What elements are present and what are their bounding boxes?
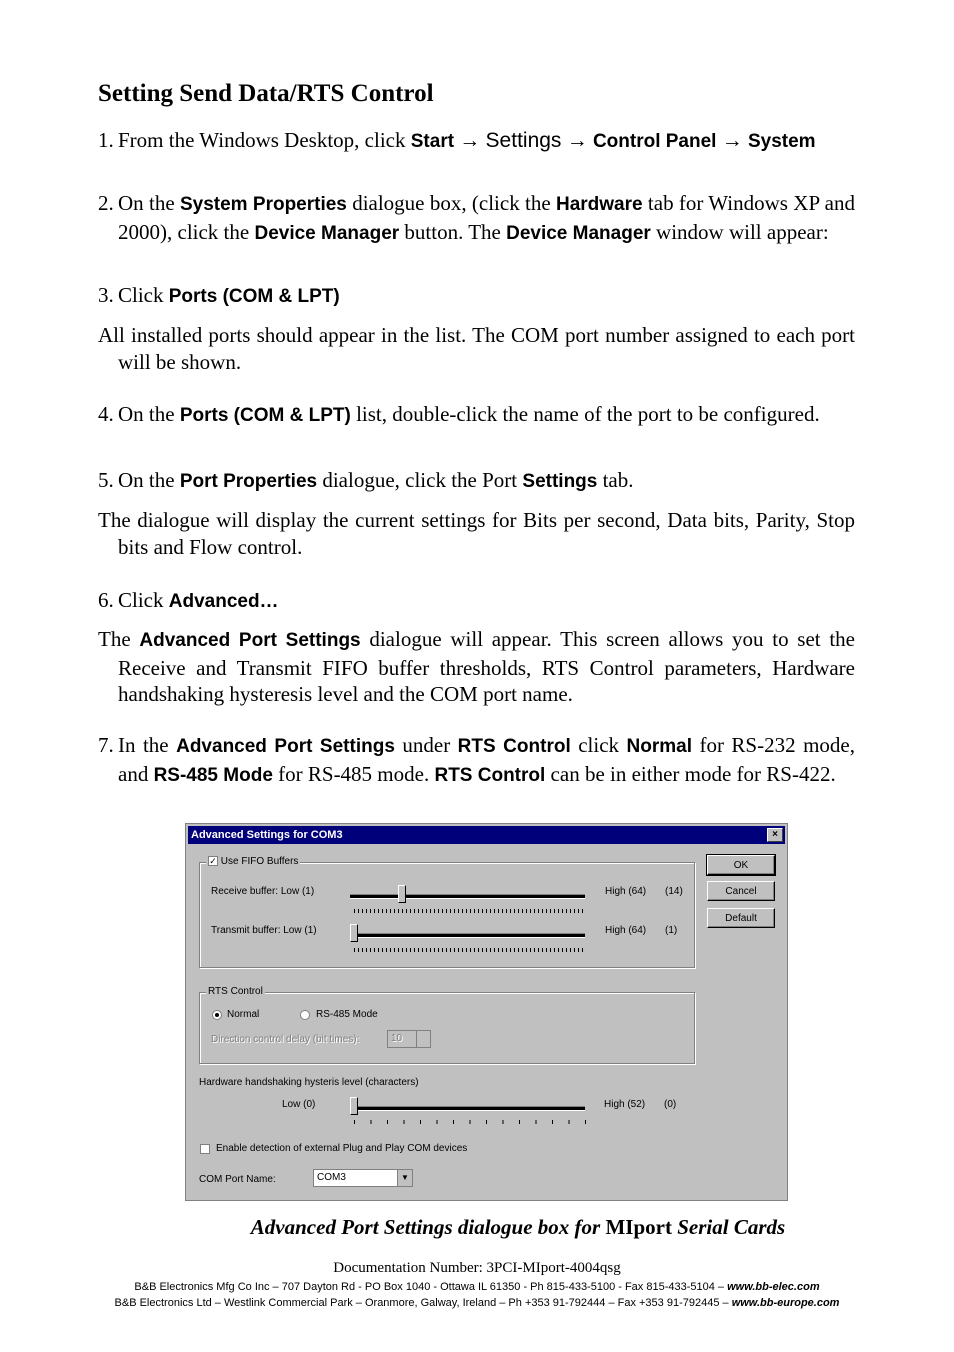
hysteresis-value: (0) <box>664 1099 677 1110</box>
footer-eu-url[interactable]: www.bb-europe.com <box>731 1297 840 1309</box>
dialog-title: Advanced Settings for COM3 <box>191 829 343 841</box>
receive-high-label: High (64) <box>605 886 647 897</box>
footer-us-url[interactable]: www.bb-elec.com <box>727 1281 820 1293</box>
footer-eu: B&B Electronics Ltd – Westlink Commercial Park – Oranmore, Galway, Ireland – Ph +353 91-792444 – Fax +353 91-792445 – www.bb-europe.com <box>114 1297 840 1309</box>
pnp-checkbox[interactable] <box>200 1144 210 1154</box>
rs485-label: RS-485 Mode <box>316 1009 378 1020</box>
page-title: Setting Send Data/RTS Control <box>98 80 434 107</box>
dialog-titlebar <box>188 826 785 844</box>
fifo-group <box>199 856 695 968</box>
footer-us: B&B Electronics Mfg Co Inc – 707 Dayton Rd - PO Box 1040 - Ottawa IL 61350 - Ph 815-433-5100 - Fax 815-433-5104 – www.bb-elec.com <box>134 1281 820 1293</box>
step-4: 4. On the Ports (COM & LPT) list, double-click the name of the port to be configured. <box>98 402 820 426</box>
ok-button[interactable]: OK <box>707 855 775 875</box>
com-port-label: COM Port Name: <box>199 1174 276 1185</box>
rts-control-group <box>199 986 695 1064</box>
fifo-label: Use FIFO Buffers <box>220 856 299 867</box>
receive-value: (14) <box>665 886 683 897</box>
direction-delay-spinner[interactable]: 10 <box>387 1030 431 1048</box>
doc-number: Documentation Number: 3PCI-MIport-4004qsg <box>333 1260 621 1276</box>
step-3: 3. Click Ports (COM & LPT) <box>98 283 340 307</box>
transmit-buffer-label: Transmit buffer: Low (1) <box>211 925 317 936</box>
normal-radio[interactable] <box>212 1010 222 1020</box>
hysteresis-label: Hardware handshaking hysteris level (characters) <box>199 1077 419 1088</box>
receive-buffer-slider[interactable] <box>398 885 406 903</box>
note-settings: The dialogue will display the current settings for Bits per second, Data bits, Parity, Stop bits and Flow control. <box>98 508 855 559</box>
chevron-down-icon[interactable]: ▼ <box>397 1170 412 1186</box>
direction-delay-label: Direction control delay (bit times): <box>211 1034 360 1045</box>
step-5: 5. On the Port Properties dialogue, click the Port Settings tab. <box>98 468 634 492</box>
figure-caption: Advanced Port Settings dialogue box for MIport Serial Cards <box>250 1215 786 1239</box>
transmit-value: (1) <box>665 925 678 936</box>
step-2: 2. On the System Properties dialogue box, (click the Hardware tab for Windows XP and 2000), click the Device Manager button. The Device Manager window will appear: <box>98 191 855 244</box>
hysteresis-high-label: High (52) <box>604 1099 646 1110</box>
step-6: 6. Click Advanced… <box>98 588 279 612</box>
step-1: 1. From the Windows Desktop, click Start → Settings → Control Panel → System <box>98 128 816 152</box>
pnp-label: Enable detection of external Plug and Play COM devices <box>216 1143 468 1154</box>
cancel-button[interactable]: Cancel <box>707 881 775 901</box>
step-7: 7. In the Advanced Port Settings under RTS Control click Normal for RS-232 mode, and RS-485 Mode for RS-485 mode. RTS Control can be in either mode for RS-422. <box>98 733 855 786</box>
rts-control-label: RTS Control <box>208 986 263 997</box>
hysteresis-low-label: Low (0) <box>282 1099 316 1110</box>
rs485-radio[interactable] <box>300 1010 310 1020</box>
spinner-arrows-icon[interactable] <box>416 1031 430 1047</box>
advanced-settings-dialog <box>185 823 788 1201</box>
note-advanced: The Advanced Port Settings dialogue will appear. This screen allows you to set the Receive and Transmit FIFO buffer thresholds, RTS Control parameters, Hardware handshaking hysteresis level and the COM port name. <box>98 627 855 706</box>
note-ports: All installed ports should appear in the list. The COM port number assigned to each port will be shown. <box>98 323 855 374</box>
transmit-high-label: High (64) <box>605 925 647 936</box>
close-icon[interactable]: × <box>767 828 783 842</box>
transmit-buffer-slider[interactable] <box>350 924 358 942</box>
hysteresis-slider[interactable] <box>350 1097 358 1115</box>
default-button[interactable]: Default <box>707 908 775 928</box>
fifo-checkbox[interactable]: ✓ <box>209 856 217 867</box>
receive-buffer-label: Receive buffer: Low (1) <box>211 886 315 897</box>
normal-label: Normal <box>227 1009 260 1020</box>
com-port-select[interactable]: COM3 ▼ <box>313 1169 413 1187</box>
